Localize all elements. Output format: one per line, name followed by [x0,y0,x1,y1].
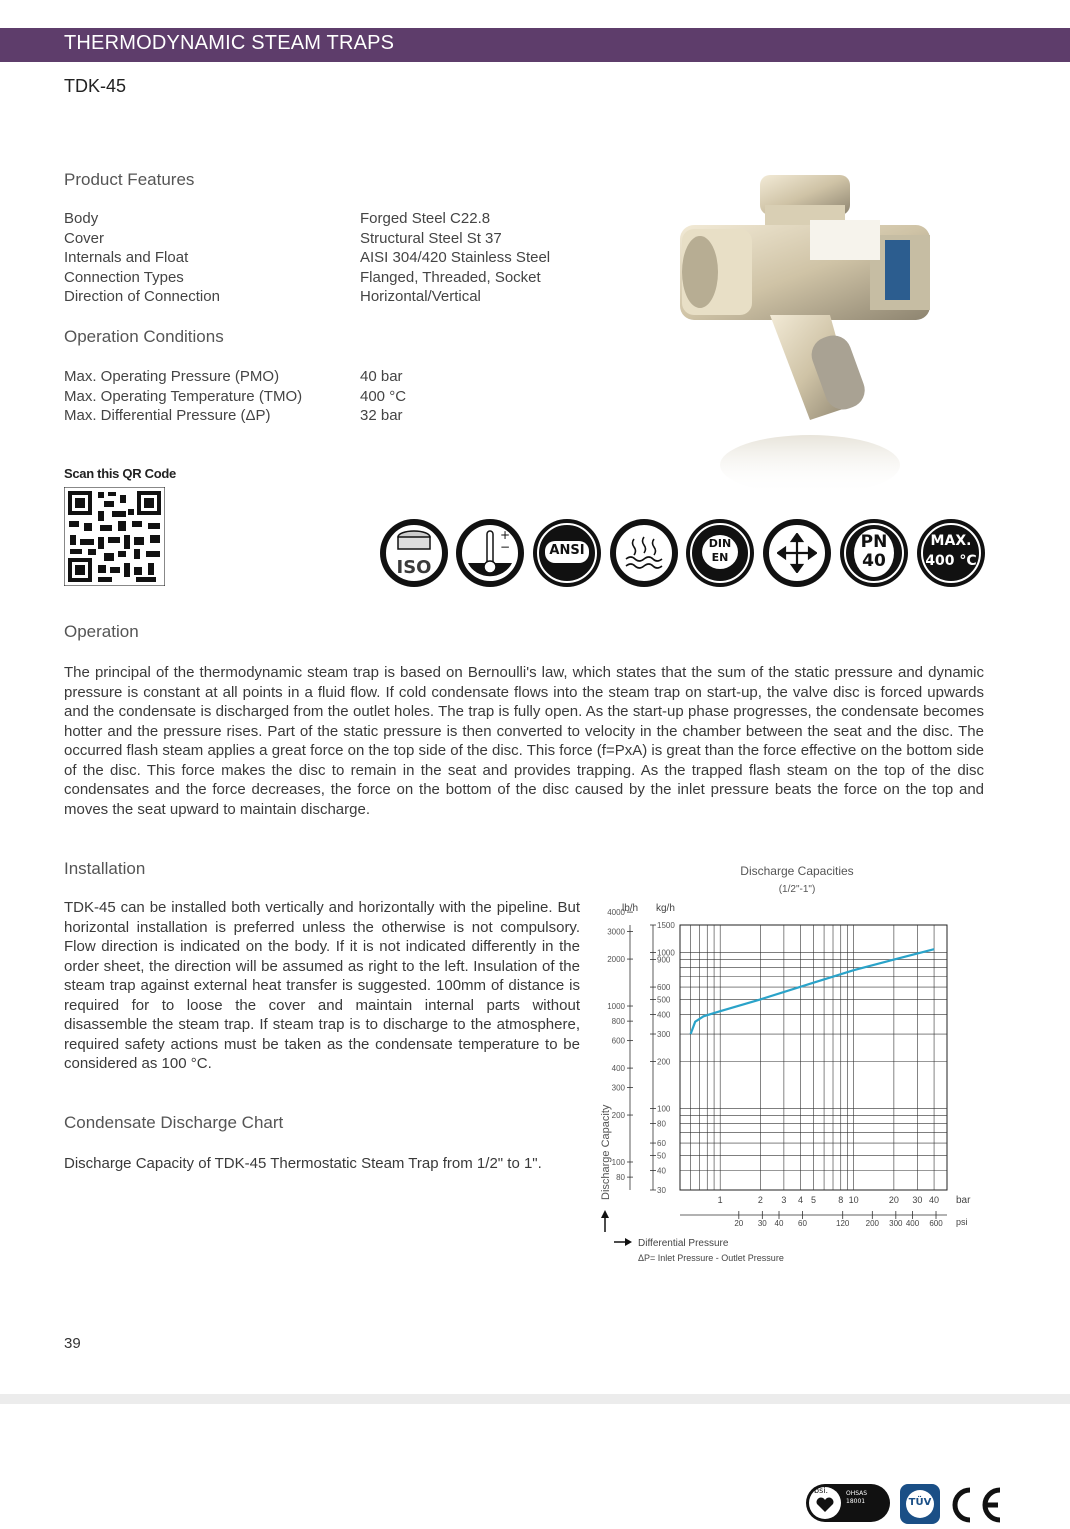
psi-tick-label: 200 [865,1219,879,1228]
operation-conditions-heading: Operation Conditions [64,327,224,346]
direction-badge [763,519,831,587]
bar-tick-label: 1 [717,1195,723,1205]
psi-tick-label: 300 [889,1219,903,1228]
thermometer-badge [456,519,524,587]
kgh-tick-label: 300 [657,1030,671,1040]
psi-tick-label: 120 [836,1219,850,1228]
discharge-capacity-chart [595,858,985,1268]
psi-tick-label: 40 [774,1219,784,1228]
kgh-tick-label: 1000 [657,948,675,958]
operation-conditions-table [64,367,604,426]
discharge-chart-heading: Condensate Discharge Chart [64,1113,284,1132]
psi-unit-label: psi [956,1217,968,1227]
psi-tick-label: 400 [905,1219,920,1228]
kgh-tick-label: 30 [657,1186,666,1195]
qr-code[interactable] [64,487,165,586]
kgh-tick-label: 50 [657,1151,666,1161]
product-model: TDK-45 [64,76,127,96]
psi-tick-label: 60 [798,1219,807,1228]
installation-text: TDK-45 can be installed both vertically and horizontally with the pipeline. But horizontal installation is preferred unless the otherwise is not compulsory. Flow direction is indicated on the body. If it is not indicated differently in the order sheet, the direction will be assumed as right to the left. Insulation of the steam trap against external heat transfer is suggested. 100mm of distance is required for to loose the cover and maintain internal parts without disassemble the steam trap. If steam trap is to discharge to the atmosphere, required safety actions must be taken as the condensate temperature to be considered as 100 °C. [64,899,580,1072]
discharge-curve [691,949,935,1034]
ce-mark [950,1486,1006,1524]
kgh-tick-label: 600 [657,983,671,993]
psi-tick-label: 600 [929,1219,943,1228]
tuv-certification: TÜV [900,1484,940,1524]
kgh-tick-label: 500 [657,995,671,1005]
lbh-tick-label: 100 [611,1157,625,1167]
svg-text:+: + [500,528,511,542]
lbh-tick-label: 1000 [607,1002,625,1012]
bar-tick-label: 2 [757,1195,763,1205]
steam-badge [610,519,678,587]
kgh-tick-label: 200 [657,1057,671,1067]
footer-band [0,1394,1070,1404]
lbh-unit-label: lb/h [622,903,639,914]
kgh-tick-label: 900 [657,955,671,965]
operation-text: The principal of the thermodynamic steam trap is based on Bernoulli's law, which states that the sum of the static pressure and dynamic pressure is constant at all points in a fluid flow. If cold condensate flows into the steam trap on start-up, the valve disc is forced upwards and the condensate is discharged from the outlet holes. The trap is fully open. As the start-up phase progresses, the condensate becomes hotter and the pressure rises. Part of the static pressure is then converted to velocity in the chamber between the seat and the disc. The occurred flash steam applies a great force on the top side of the disc. This force (f=PxA) is great than the force effective on the bottom side of the disc. This force makes the disc to remain in the seat and provides trapping. As the trapped flash steam on the top of the disc condensates and the force decreases, the force on the bottom of the disc caused by the inlet pressure beats the force on the top and moves the seat upward to maintain discharge. [64,664,984,818]
svg-text:−: − [500,540,511,554]
lbh-tick-label: 2000 [607,955,625,965]
steam-trap-product-image [660,165,960,510]
psi-tick-label: 30 [757,1219,767,1228]
product-features-heading: Product Features [64,170,195,189]
bar-tick-label: 4 [798,1195,804,1205]
condition-row: Max. Operating Temperature (TMO) 400 °C [64,387,407,405]
lbh-tick-label: 200 [611,1111,625,1121]
bar-tick-label: 8 [838,1195,844,1205]
heart-icon [815,1497,835,1513]
ansi-badge: ANSI [533,519,601,587]
product-features-table [64,209,604,307]
spec-row: Internals and Float AISI 304/420 Stainless Steel [64,249,551,266]
kgh-tick-label: 400 [657,1010,671,1020]
discharge-chart-description: Discharge Capacity of TDK-45 Thermostatic Steam Trap from 1/2" to 1". [64,1155,542,1172]
spec-row: Connection Types Flanged, Threaded, Socket [64,268,541,286]
condition-row: Max. Differential Pressure (ΔP) 32 bar [64,407,403,424]
spec-row: Body Forged Steel C22.8 [64,210,491,227]
kgh-tick-label: 100 [657,1104,671,1114]
lbh-tick-label: 400 [611,1064,625,1074]
y-axis-label: Discharge Capacity [600,1104,612,1200]
max-temperature-badge: MAX. 400 °C [917,519,985,587]
spec-row: Cover Structural Steel St 37 [64,229,502,247]
condition-row: Max. Operating Pressure (PMO) 40 bar [64,368,403,385]
din-en-badge: DIN EN [686,519,754,587]
lbh-tick-label: 4000 [607,908,625,918]
spec-row: Direction of Connection Horizontal/Vertical [64,288,481,305]
pn-badge: PN 40 [840,519,908,587]
bar-tick-label: 30 [912,1195,923,1205]
installation-heading: Installation [64,859,146,878]
chart-title: Discharge Capacities [740,864,854,878]
psi-tick-label: 20 [734,1219,744,1228]
bar-unit-label: bar [956,1195,971,1206]
bsi-ohsas-certification: bsi. OHSAS 18001 [806,1484,890,1522]
page-title: THERMODYNAMIC STEAM TRAPS [64,32,395,54]
thermometer-icon [464,525,516,581]
x-axis-note: ΔP= Inlet Pressure - Outlet Pressure [638,1253,784,1263]
x-axis-label: Differential Pressure [638,1238,729,1249]
y-axis-arrow [601,1210,609,1232]
kgh-unit-label: kg/h [656,903,675,914]
iso-badge: ISO [380,519,448,587]
lbh-tick-label: 600 [611,1036,625,1046]
bar-tick-label: 3 [781,1195,787,1205]
steam-waves-icon [622,531,666,575]
kgh-tick-label: 1500 [657,921,675,930]
bar-tick-label: 5 [810,1195,817,1205]
page-number: 39 [64,1335,81,1352]
lbh-tick-label: 800 [611,1017,625,1027]
four-way-arrow-icon [777,533,817,573]
kgh-tick-label: 80 [657,1119,666,1129]
kgh-tick-label: 40 [657,1166,666,1176]
lbh-tick-label: 3000 [607,927,625,937]
bar-tick-label: 40 [929,1195,940,1205]
chart-subtitle: (1/2"-1") [778,884,816,895]
x-axis-arrow [614,1238,632,1246]
bar-tick-label: 20 [888,1195,899,1205]
flange-icon [394,529,434,555]
kgh-tick-label: 60 [657,1139,666,1149]
lbh-tick-label: 80 [616,1173,625,1183]
lbh-tick-label: 300 [611,1083,625,1093]
bar-tick-label: 10 [848,1195,859,1205]
operation-heading: Operation [64,622,139,641]
qr-label: Scan this QR Code [64,466,176,481]
